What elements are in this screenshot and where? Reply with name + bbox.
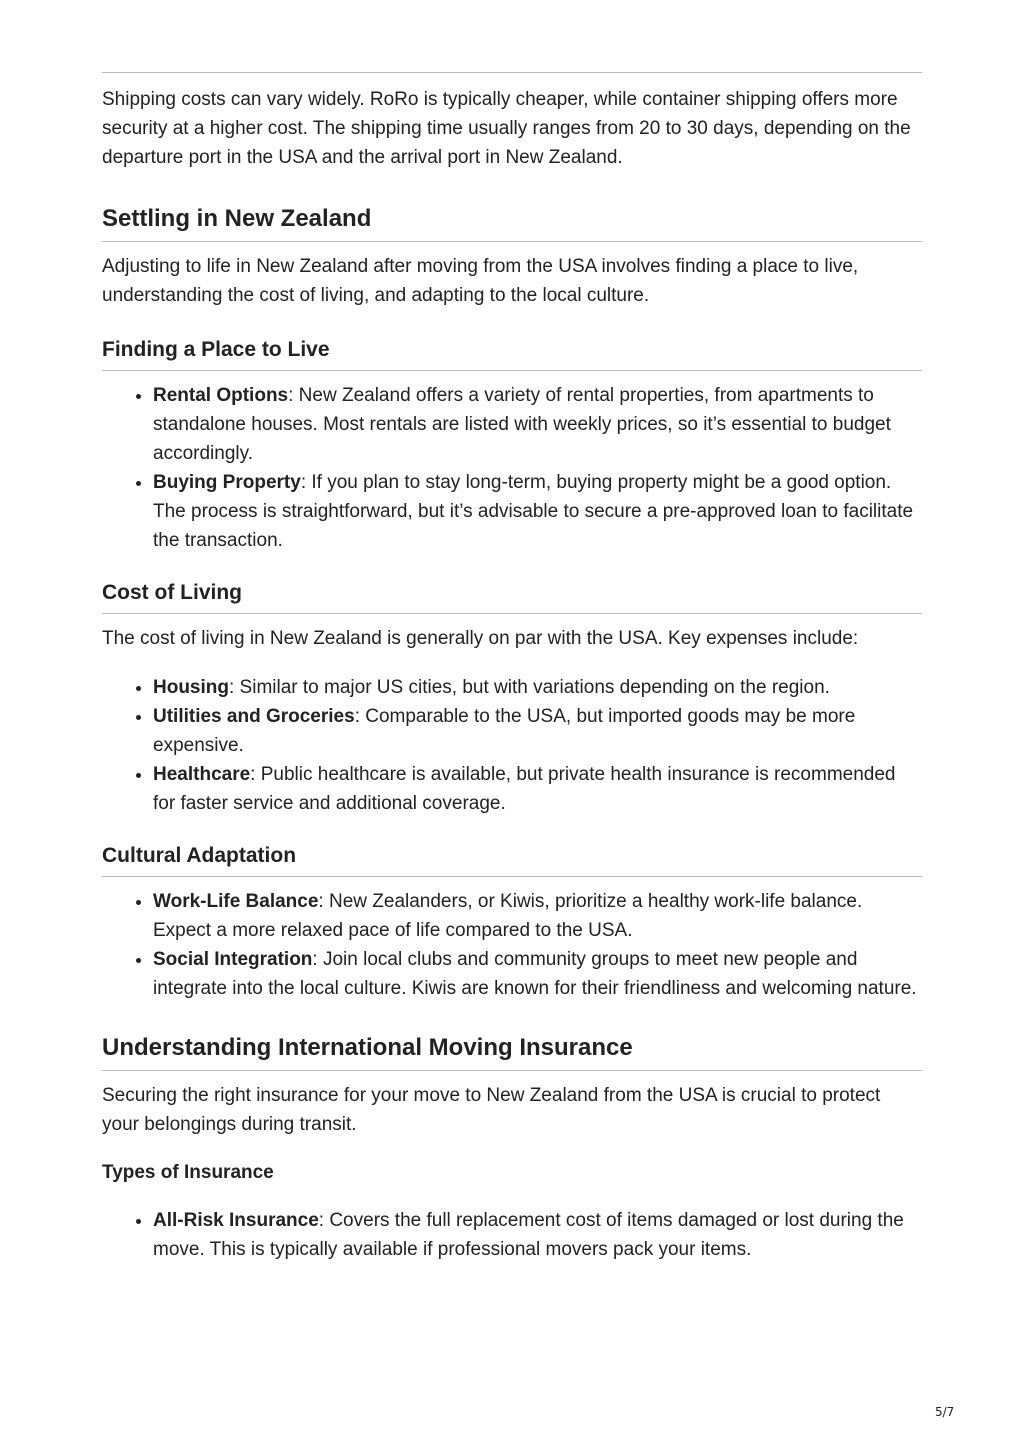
settling-heading: Settling in New Zealand [102,204,922,242]
insurance-paragraph: Securing the right insurance for your move to New Zealand from the USA is crucial to protect your belongings during transit. [102,1085,881,1135]
list-item-text: : Join local clubs and community groups to meet new people and integrate into the local culture. Kiwis are known for their friendliness and welcoming nature. [153,949,917,999]
insurance-heading: Understanding International Moving Insurance [102,1033,922,1071]
list-item-term: Social Integration [153,949,313,970]
list-item-term: Utilities and Groceries [153,706,355,727]
list-item [153,381,922,468]
top-divider [102,72,922,73]
list-item-term: Housing [153,677,229,698]
cultural-adaptation-heading: Cultural Adaptation [102,842,922,877]
list-item-text: : Similar to major US cities, but with variations depending on the region. [229,677,830,698]
list-item-term: Rental Options [153,385,289,406]
list-item [153,468,922,555]
finding-place-list [102,381,922,555]
cultural-adaptation-list [102,887,922,1003]
cost-of-living-list [102,673,922,818]
list-item [153,702,922,760]
list-item-text: : Public healthcare is available, but private health insurance is recommended for faster service and additional coverage. [153,764,896,814]
cost-of-living-paragraph: The cost of living in New Zealand is generally on par with the USA. Key expenses include: [102,628,859,649]
list-item [153,945,922,1003]
page-number: 5/7 [935,1405,955,1419]
list-item-text: : New Zealand offers a variety of rental properties, from apartments to standalone houses. Most rentals are listed with weekly prices, so it’s essential to budget accordingly. [153,385,891,464]
list-item-text: : Comparable to the USA, but imported goods may be more expensive. [153,706,856,756]
list-item-text: : Covers the full replacement cost of items damaged or lost during the move. This is typically available if professional movers pack your items. [153,1210,904,1260]
finding-place-heading: Finding a Place to Live [102,336,922,371]
list-item [153,673,922,702]
list-item [153,887,922,945]
list-item-term: Healthcare [153,764,251,785]
types-of-insurance-heading: Types of Insurance [102,1162,274,1183]
shipping-cost-paragraph: Shipping costs can vary widely. RoRo is typically cheaper, while container shipping offers more security at a higher cost. The shipping time usually ranges from 20 to 30 days, depending on the departure port in the USA and the arrival port in New Zealand. [102,89,911,168]
cost-of-living-heading: Cost of Living [102,579,922,614]
list-item-text: : If you plan to stay long-term, buying property might be a good option. The process is straightforward, but it’s advisable to secure a pre-approved loan to facilitate the transaction. [153,472,914,551]
list-item-term: All-Risk Insurance [153,1210,319,1231]
list-item-text: : New Zealanders, or Kiwis, prioritize a healthy work-life balance. Expect a more relaxed pace of life compared to the USA. [153,891,863,941]
insurance-types-list [102,1206,922,1264]
list-item [153,760,922,818]
list-item-term: Buying Property [153,472,301,493]
list-item-term: Work-Life Balance [153,891,319,912]
document-page [102,72,922,1264]
list-item [153,1206,922,1264]
settling-paragraph: Adjusting to life in New Zealand after moving from the USA involves finding a place to live, understanding the cost of living, and adapting to the local culture. [102,256,859,306]
